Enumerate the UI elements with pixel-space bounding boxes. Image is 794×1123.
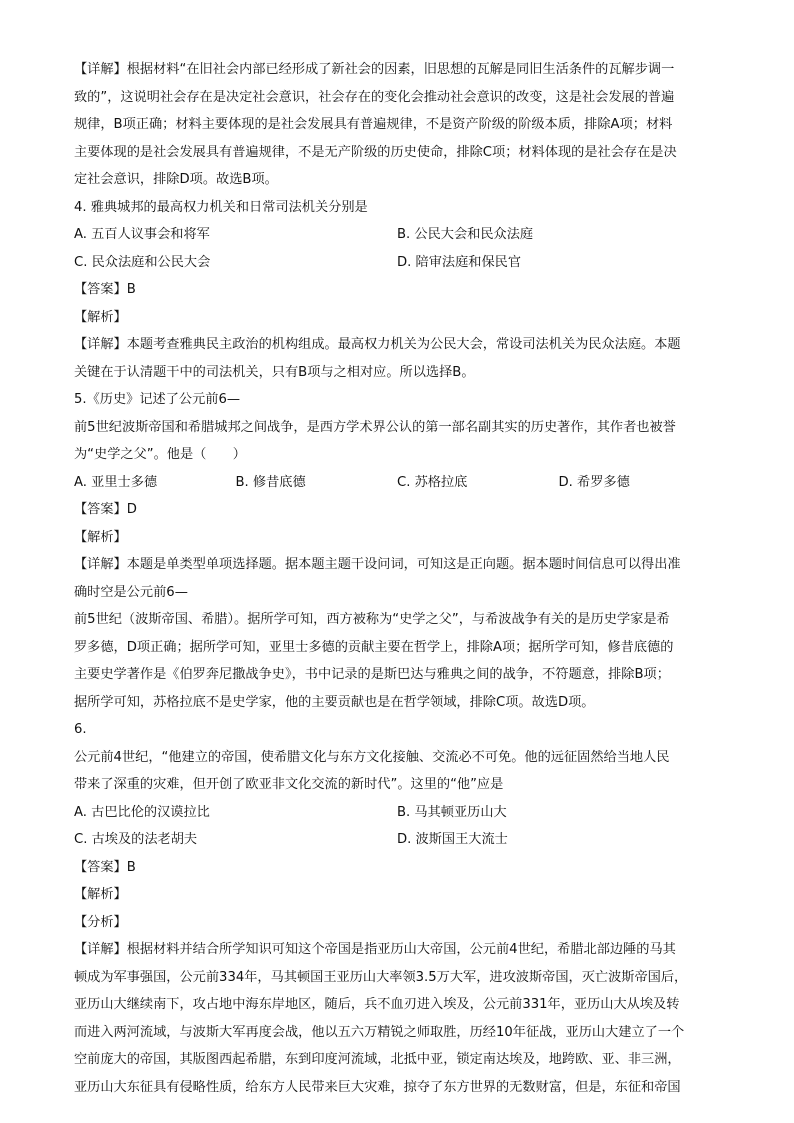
detail-line: 据所学可知，苏格拉底不是史学家，他的主要贡献也是在哲学领域，排除C项。故选D项。 — [74, 694, 595, 710]
q3-analysis — [74, 56, 720, 194]
question-stem: 5.《历史》记述了公元前6— — [74, 392, 241, 407]
option-d: D. 波斯国王大流士 — [397, 832, 508, 847]
option-d: D. 希罗多德 — [558, 474, 630, 490]
answer-label: 【答案】B — [74, 282, 136, 297]
option-row — [74, 469, 720, 497]
option-row — [74, 249, 720, 277]
option-c: C. 苏格拉底 — [397, 474, 468, 490]
option-d: D. 陪审法庭和保民官 — [397, 254, 522, 270]
detail-line: 罗多德，D项正确；据所学可知，亚里士多德的贡献主要在哲学上，排除A项；据所学可知，修昔底德的 — [74, 639, 674, 655]
question-stem: 带来了深重的灾难，但开创了欧亚非文化交流的新时代”。这里的“他”应是 — [74, 777, 504, 792]
option-row — [74, 221, 720, 249]
detail-line: 前5世纪（波斯帝国、希腊）。据所学可知，西方被称为“史学之父”，与希波战争有关的是历史学家是希 — [74, 612, 670, 627]
detail-line: 【详解】本题是单类型单项选择题。据本题主题干设问词，可知这是正向题。据本题时间信息可以得出准 — [74, 557, 681, 572]
detail-line: 空前庞大的帝国，其版图西起希腊，东到印度河流域，北抵中亚，锁定南达埃及，地跨欧、亚、非三洲， — [74, 1052, 681, 1067]
text-line: 【详解】根据材料“在旧社会内部已经形成了新社会的因素，旧思想的瓦解是同旧生活条件的瓦解步调一 — [74, 62, 675, 77]
text-line: 规律，B项正确；材料主要体现的是社会发展具有普遍规律，不是资产阶级的阶级本质，排除A项；材料 — [74, 117, 673, 132]
detail-line: 确时空是公元前6— — [74, 584, 188, 600]
question-5 — [74, 386, 720, 716]
question-stem: 公元前4世纪，“他建立的帝国，使希腊文化与东方文化接触、交流必不可免。他的远征固然给当地人民 — [74, 749, 670, 765]
document-page — [74, 56, 720, 1101]
question-4 — [74, 194, 720, 387]
detail-line: 【详解】根据材料并结合所学知识可知这个帝国是指亚历山大帝国，公元前4世纪，希腊北部边陲的马其 — [74, 942, 676, 957]
question-6 — [74, 716, 720, 1101]
option-a: A. 五百人议事会和将军 — [74, 227, 210, 242]
analysis-label: 【解析】 — [74, 529, 127, 545]
question-number: 6. — [74, 722, 87, 737]
analysis-label: 【解析】 — [74, 309, 127, 325]
text-line: 定社会意识，排除D项。故选B项。 — [74, 172, 278, 187]
option-b: B. 公民大会和民众法庭 — [397, 227, 534, 242]
detail-line: 亚历山大东征具有侵略性质，给东方人民带来巨大灾难，掠夺了东方世界的无数财富，但是，东征和帝国 — [74, 1079, 681, 1095]
option-c: C. 民众法庭和公民大会 — [74, 254, 211, 270]
detail-line: 主要史学著作是《伯罗奔尼撒战争史》，书中记录的是斯巴达与雅典之间的战争，不符题意，排除B项； — [74, 667, 670, 682]
analysis-label: 【解析】 — [74, 887, 127, 902]
detail-line: 顿成为军事强国，公元前334年，马其顿国王亚历山大率领3.5万大军，进攻波斯帝国，灭亡波斯帝国后， — [74, 969, 688, 985]
question-stem: 前5世纪波斯帝国和希腊城邦之间战争，是西方学术界公认的第一部名副其实的历史著作，其作者也被誉 — [74, 419, 676, 435]
option-b: B. 修昔底德 — [235, 474, 306, 490]
option-c: C. 古埃及的法老胡夫 — [74, 832, 198, 847]
option-a: A. 亚里士多德 — [74, 474, 158, 490]
text-line: 主要体现的是社会发展具有普遍规律，不是无产阶级的历史使命，排除C项；材料体现的是社会存在是决 — [74, 144, 677, 160]
option-row — [74, 799, 720, 827]
answer-label: 【答案】B — [74, 859, 136, 875]
question-stem: 4. 雅典城邦的最高权力机关和日常司法机关分别是 — [74, 199, 368, 215]
option-row — [74, 826, 720, 854]
option-a: A. 古巴比伦的汉谟拉比 — [74, 804, 210, 820]
option-b: B. 马其顿亚历山大 — [397, 804, 507, 820]
answer-label: 【答案】D — [74, 502, 137, 517]
detail-line: 关键在于认清题干中的司法机关，只有B项与之相对应。所以选择B。 — [74, 364, 475, 380]
detail-line: 而进入两河流域，与波斯大军再度会战，他以五六万精锐之师取胜，历经10年征战，亚历山大建立了一个 — [74, 1024, 685, 1040]
detail-line: 【详解】本题考查雅典民主政治的机构组成。最高权力机关为公民大会，常设司法机关为民众法庭。本题 — [74, 337, 681, 352]
fenxi-label: 【分析】 — [74, 914, 127, 930]
question-stem: 为“史学之父”。他是（ ） — [74, 447, 246, 462]
detail-line: 亚历山大继续南下，攻占地中海东岸地区，随后，兵不血刃进入埃及，公元前331年，亚历山大从埃及转 — [74, 997, 680, 1012]
text-line: 致的”，这说明社会存在是决定社会意识，社会存在的变化会推动社会意识的改变，这是社会发展的普遍 — [74, 89, 675, 105]
